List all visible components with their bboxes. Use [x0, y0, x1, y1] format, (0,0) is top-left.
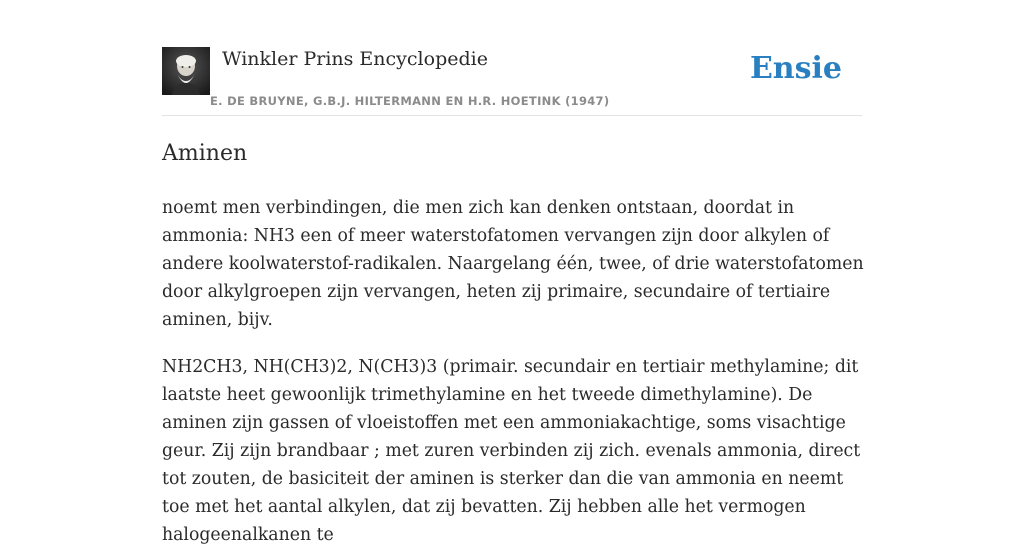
- source-header: [162, 0, 862, 116]
- article-paragraph: NH2CH3, NH(CH3)2, N(CH3)3 (primair. secundair en tertiair methylamine; dit laatste heet gewoonlijk trimethylamine en het tweede dimethylamine). De aminen zijn gassen of vloeistoffen met een ammoniakachtige, soms visachtige geur. Zij zijn brandbaar ; met zuren verbinden zij zich. evenals ammonia, direct tot zouten, de basiciteit der aminen is sterker dan die van ammonia en neemt toe met het aantal alkylen, dat zij bevatten. Zij hebben alle het vermogen halogeenalkanen te: [162, 357, 861, 545]
- article: [162, 138, 870, 549]
- source-authors: E. DE BRUYNE, G.B.J. HILTERMANN EN H.R. HOETINK (1947): [210, 94, 610, 108]
- article-title: Aminen: [162, 141, 248, 166]
- portrait-icon: [162, 47, 210, 95]
- article-paragraph: noemt men verbindingen, die men zich kan denken ontstaan, doordat in ammonia: NH3 een of meer waterstofatomen vervangen zijn door alkylen of andere koolwaterstof-radikalen. Naargelang één, twee, of drie waterstofatomen door alkylgroepen zijn vervangen, heten zij primaire, secundaire of tertiaire aminen, bijv.: [162, 198, 864, 330]
- author-avatar[interactable]: [162, 47, 210, 95]
- source-title[interactable]: Winkler Prins Encyclopedie: [222, 48, 488, 70]
- ensie-logo-link[interactable]: Ensie: [749, 51, 842, 86]
